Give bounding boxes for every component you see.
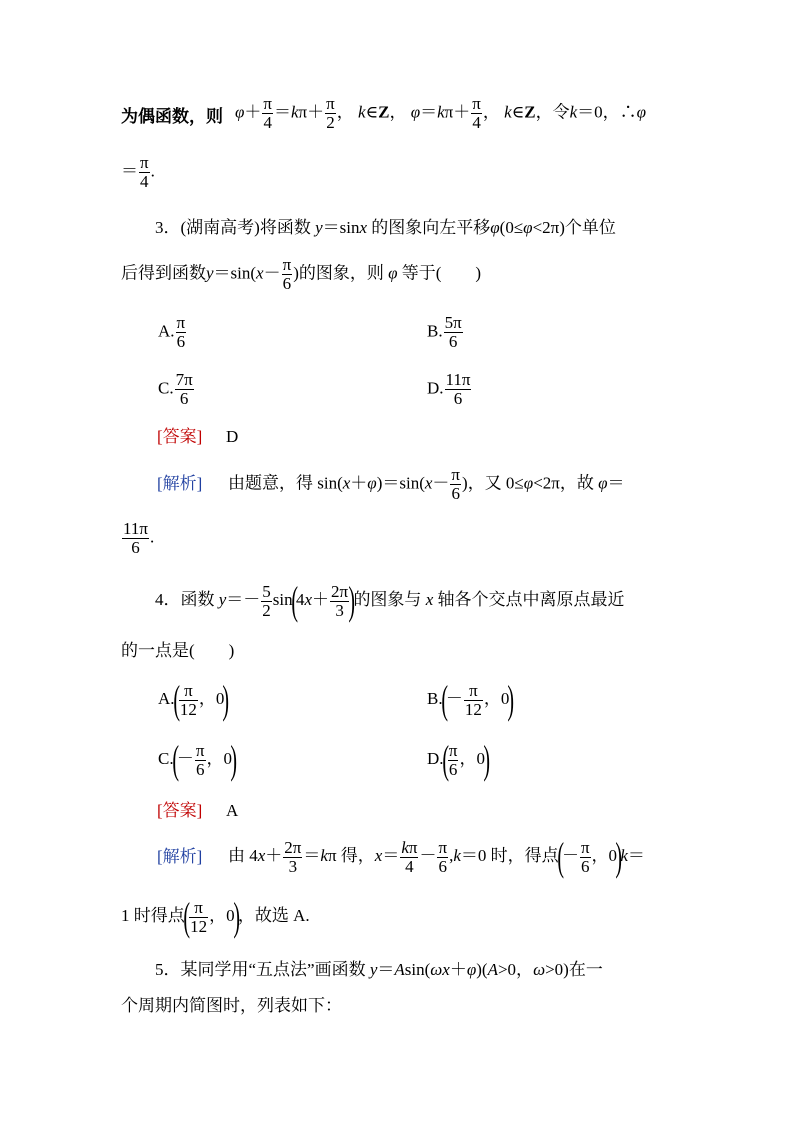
option-a[interactable]: A.( $\frac{\pi}{12}$ ，0) bbox=[158, 677, 230, 722]
answer-tag: [答案] bbox=[157, 427, 203, 446]
option-c[interactable]: C.(－ $\frac{\pi}{6}$ ，0) bbox=[158, 737, 238, 782]
analysis-tag: [解析] bbox=[157, 474, 203, 493]
answer-value: D bbox=[226, 427, 239, 446]
text: 的一点是( ) bbox=[121, 641, 235, 660]
text: 为偶函数，则 bbox=[121, 107, 223, 126]
option-d[interactable]: D. $\frac{11\pi}{6}$ bbox=[427, 370, 471, 408]
answer-value: A bbox=[226, 801, 239, 820]
analysis-tag: [解析] bbox=[157, 847, 203, 866]
answer-tag: [答案] bbox=[157, 801, 203, 820]
option-b[interactable]: B.(－ $\frac{\pi}{12}$ ，0) bbox=[427, 677, 515, 722]
option-a[interactable]: A. $\frac{\pi}{6}$ bbox=[158, 313, 186, 351]
option-c[interactable]: C. $\frac{7\pi}{6}$ bbox=[158, 370, 193, 408]
option-b[interactable]: B. $\frac{5\pi}{6}$ bbox=[427, 313, 462, 351]
document-page: 为偶函数，则 φ＋ $\frac{\pi}{4}$ ＝kπ＋ $\frac{\pi}{2}$ ， k∈Z， φ＝kπ＋ $\frac{\pi}{4}$ ， k∈Z，令k＝0，∴φ ＝ $\frac{\pi}{4}$ . 3．(湖南高考)将函数 y＝sinx 的图象向左平移φ(0≤φ<2π)个单位 后得到函数y＝sin(x－ $\frac{\pi}{6}$ )的图象，则 φ 等于( ) A. $\frac{\pi}{6}$ B. $\frac{5\pi}{6}$ C. $\frac{7\pi}{6}$ D. $\frac{11\pi}{6}$ [答案] D [解析] 由题意，得 sin(x＋φ)＝sin(x－ $\frac{\pi}{6}$ )，又 0≤φ<2π，故 φ＝ $\frac{11\pi}{6}$ . 4．函数 y＝－ $\frac{5}{2}$ sin(4x＋ $\frac{2\pi}{3}$ )的图象与 x 轴各个交点中离原点最近 的一点是( ) A.( $\frac{\pi}{12}$ ，0) B.(－ $\frac{\pi}{12}$ ，0) C.(－ $\frac{\pi}{6}$ ，0) D.( $\frac{\pi}{6}$ ，0) [答案] A [解析] 由 4x＋ $\frac{2\pi}{3}$ ＝kπ 得，x＝ $\frac{k\pi}{4}$ － $\frac{\pi}{6}$ ,k＝0 时，得点(－ $\frac{\pi}{6}$ ，0)k＝ 1 时得点( $\frac{\pi}{12}$ ，0)，故选 A. 5．某同学用“五点法”画函数 y＝Asin(ωx＋φ)(A>0，ω>0)在一 个周期内简图时，列表如下： bbox=[121, 94, 647, 1015]
text: 个周期内简图时，列表如下： bbox=[121, 996, 342, 1015]
option-d[interactable]: D.( $\frac{\pi}{6}$ ，0) bbox=[427, 737, 490, 782]
